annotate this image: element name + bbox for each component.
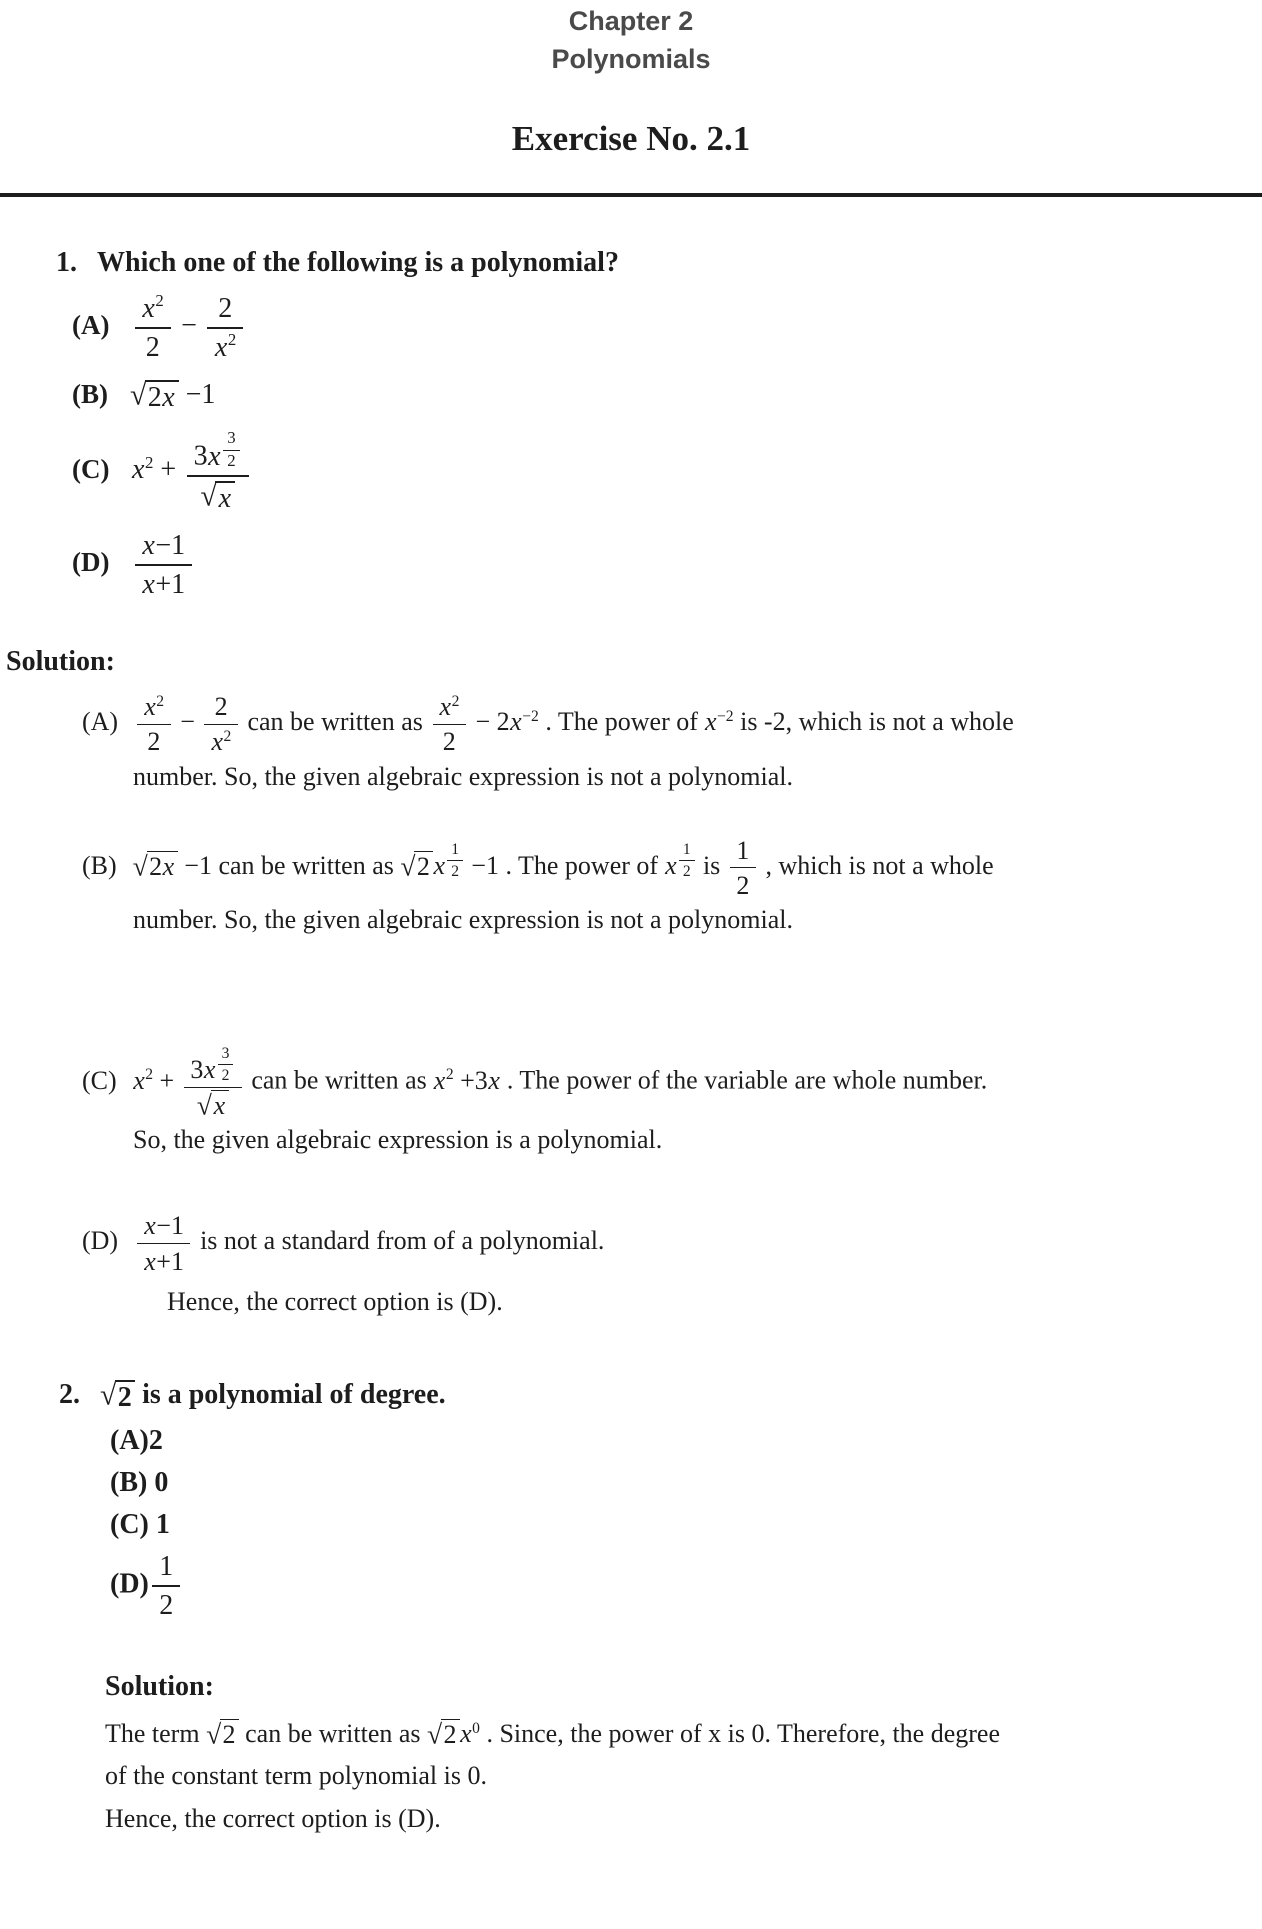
radical-sign: √	[400, 850, 416, 882]
math-run	[433, 1066, 500, 1095]
math-number: −1	[156, 1211, 184, 1241]
math-number: 2	[221, 1066, 230, 1084]
math-number: +3	[453, 1065, 488, 1095]
superscript	[522, 709, 539, 725]
radicand	[215, 481, 235, 514]
math-number: 2	[451, 862, 460, 880]
question-1-number: 1.	[56, 246, 77, 278]
math-number: 2	[155, 291, 164, 311]
math-number: 2	[443, 1720, 457, 1750]
math-variable: x	[510, 707, 522, 737]
numerator	[187, 429, 249, 476]
question-2-text	[100, 1378, 446, 1413]
text-run: can be written as	[211, 850, 401, 880]
radical-sign: √	[132, 850, 148, 882]
numerator	[207, 293, 243, 329]
text-line	[82, 836, 1238, 900]
fraction	[204, 692, 237, 756]
numerator	[152, 1551, 180, 1587]
numerator	[447, 841, 463, 861]
paragraph-d-label: (D)	[82, 1226, 119, 1256]
math-number: 2	[145, 331, 160, 363]
math-number: 0	[472, 1719, 480, 1737]
paragraph-d-line1	[134, 1211, 605, 1276]
math-number: 2	[451, 692, 460, 710]
radicand	[115, 1380, 135, 1413]
text-run: can be written as	[244, 1065, 434, 1095]
numerator	[137, 1211, 190, 1244]
radicand	[220, 1719, 239, 1749]
solution-2	[105, 1671, 1238, 1839]
option-b-formula	[130, 378, 216, 414]
text-run: Hence, the correct option is (D).	[105, 1803, 441, 1833]
math-variable: x	[162, 851, 175, 881]
superscript	[717, 709, 734, 725]
math-number: 2	[416, 851, 430, 881]
math-run	[704, 707, 733, 736]
math-variable: x	[213, 1091, 226, 1121]
math-run	[100, 1379, 135, 1413]
text-run: of the constant term polynomial is 0.	[105, 1761, 487, 1791]
paragraph-a-label: (A)	[82, 707, 119, 737]
question-1-options	[72, 293, 1238, 601]
math-number: 2	[149, 851, 163, 881]
math-number: 2	[682, 862, 691, 880]
text-run: is -2, which is not a whole	[733, 707, 1014, 737]
fraction	[187, 429, 249, 514]
numerator	[730, 836, 756, 869]
math-run	[665, 841, 697, 880]
superscript	[221, 429, 242, 471]
text-line	[105, 1755, 1238, 1797]
math-number: 2	[442, 727, 456, 757]
math-number: 2	[159, 1589, 174, 1621]
math-number: 2	[222, 1720, 236, 1750]
fraction	[207, 293, 243, 363]
superscript	[446, 841, 465, 880]
exercise-title: Exercise No. 2.1	[511, 118, 751, 158]
radical	[197, 1090, 229, 1120]
radical-sign: √	[206, 1718, 222, 1750]
math-number: −	[174, 310, 204, 342]
chapter-heading	[0, 0, 1262, 79]
math-run	[133, 851, 212, 880]
text-line	[82, 692, 1238, 756]
math-variable: x	[203, 1054, 216, 1084]
math-variable: x	[132, 454, 145, 486]
numerator	[204, 692, 237, 725]
chapter-number-line: Chapter 2	[568, 6, 694, 36]
fraction	[135, 293, 171, 363]
math-number: 1	[736, 835, 750, 865]
math-run	[206, 1719, 239, 1748]
math-number: −2	[522, 707, 539, 725]
numerator	[679, 841, 695, 861]
solution-1-heading: Solution:	[6, 646, 115, 678]
text-run: . Since, the power of x is 0. Therefore, the degree	[479, 1719, 1001, 1749]
fraction	[433, 692, 466, 756]
radicand	[414, 851, 433, 881]
denominator	[137, 725, 170, 757]
text-line	[82, 1120, 1238, 1159]
math-number: 2	[117, 1381, 132, 1413]
denominator	[204, 725, 237, 757]
fraction	[137, 692, 170, 756]
solution-paragraph-c	[82, 1045, 1238, 1159]
radical-sign: √	[196, 1089, 212, 1121]
radical	[400, 851, 433, 881]
math-run	[429, 692, 539, 757]
option-c-label: (C)	[72, 454, 110, 485]
text-line	[82, 900, 1238, 939]
math-run	[427, 1719, 480, 1748]
math-number: 2	[223, 727, 232, 745]
radical	[130, 380, 179, 413]
fraction	[223, 429, 240, 471]
superscript	[452, 694, 460, 710]
math-number: 2	[145, 452, 154, 472]
math-variable: x	[665, 850, 677, 880]
denominator	[135, 566, 192, 600]
text-run: The term	[105, 1719, 207, 1749]
denominator	[152, 1587, 180, 1621]
math-run	[134, 1211, 193, 1276]
option-a-formula	[131, 291, 246, 363]
radical-sign: √	[200, 479, 217, 512]
denominator	[433, 725, 466, 757]
superscript	[216, 1045, 235, 1084]
math-number: 1	[682, 841, 691, 858]
text-line	[82, 757, 1238, 796]
fraction	[218, 1045, 234, 1084]
option-d-formula	[131, 529, 195, 600]
fraction	[730, 836, 756, 900]
math-number: 2	[736, 870, 750, 900]
math-variable: x	[133, 1065, 145, 1095]
radicand	[211, 1090, 229, 1120]
math-number: 1	[159, 1551, 174, 1583]
math-number: −1	[177, 850, 212, 880]
option-c-value	[149, 1509, 170, 1540]
radical	[427, 1719, 460, 1749]
option-row-b	[72, 379, 1238, 413]
superscript	[224, 729, 232, 745]
math-variable: x	[218, 482, 232, 514]
math-number: 2	[147, 382, 162, 414]
text-line	[105, 1713, 1238, 1755]
radical	[100, 1380, 135, 1413]
option-row-d	[110, 1551, 1238, 1621]
radicand	[147, 851, 178, 881]
math-number: 3	[221, 1044, 230, 1062]
math-number: −1	[178, 378, 216, 410]
text-run: is not a standard from of a polynomial.	[193, 1226, 605, 1256]
math-variable: x	[433, 850, 445, 880]
paragraph-a-line1	[134, 692, 1014, 757]
math-run	[727, 835, 759, 900]
option-row-c	[110, 1509, 1238, 1541]
denominator	[184, 1088, 242, 1121]
superscript	[446, 1067, 454, 1083]
math-number: −1	[155, 529, 186, 561]
math-number: −	[173, 707, 202, 737]
option-row-a	[72, 293, 1238, 363]
text-run: can be written as	[238, 1719, 428, 1749]
paragraph-c-label: (C)	[82, 1065, 117, 1095]
denominator	[187, 477, 249, 514]
math-number: +	[153, 1065, 181, 1095]
radicand	[145, 380, 179, 413]
radical	[200, 481, 235, 514]
math-number: −2	[717, 707, 734, 725]
question-2-line	[59, 1379, 1238, 1413]
math-variable: x	[214, 331, 228, 363]
math-variable: x	[211, 727, 224, 757]
math-number: +1	[156, 1246, 184, 1276]
text-line	[82, 1211, 1238, 1275]
math-variable: x	[162, 382, 175, 414]
text-run: is	[696, 850, 727, 880]
denominator	[679, 861, 695, 880]
denominator	[135, 329, 171, 363]
text-run: 0	[147, 1467, 169, 1499]
numerator	[135, 530, 192, 566]
denominator	[137, 1244, 190, 1276]
math-number: 3	[190, 1054, 204, 1084]
option-a-label: (A)	[72, 310, 110, 341]
text-run: 2	[148, 1425, 163, 1457]
math-variable: x	[142, 292, 155, 324]
radical-sign: √	[130, 379, 147, 412]
math-run	[400, 841, 499, 882]
fraction	[184, 1045, 242, 1120]
fraction	[447, 841, 463, 880]
conclusion-line	[82, 1282, 1238, 1321]
superscript	[677, 841, 696, 880]
paragraph-b-label: (B)	[82, 850, 117, 880]
math-number: 2	[218, 292, 233, 324]
text-run: 1	[148, 1509, 170, 1541]
text-run: number. So, the given algebraic expression is not a polynomial.	[133, 904, 793, 934]
radical	[206, 1719, 239, 1749]
denominator	[223, 451, 240, 471]
numerator	[137, 692, 170, 725]
denominator	[447, 861, 463, 880]
question-2-options	[110, 1425, 1238, 1621]
text-run: is a polynomial of degree.	[135, 1378, 446, 1410]
math-number: 3	[227, 428, 236, 448]
superscript	[156, 694, 164, 710]
radicand	[441, 1719, 460, 1749]
option-row-c	[72, 429, 1238, 514]
option-row-b	[110, 1467, 1238, 1499]
text-line	[82, 1045, 1238, 1120]
math-number: 2	[214, 692, 228, 722]
math-variable: x	[439, 692, 452, 722]
text-run: . The power of	[498, 850, 665, 880]
text-run: number. So, the given algebraic expression is not a polynomial.	[133, 761, 793, 791]
radical-sign: √	[100, 1379, 117, 1412]
option-c-label: (C)	[110, 1509, 149, 1541]
math-variable: x	[208, 440, 221, 472]
solution-paragraph-a	[82, 692, 1238, 795]
solution-paragraph-d	[82, 1211, 1238, 1320]
text-run: So, the given algebraic expression is a polynomial.	[133, 1125, 663, 1155]
denominator	[730, 868, 756, 900]
divider-rule	[0, 193, 1262, 197]
text-run: . The power of	[538, 707, 705, 737]
option-d-label: (D)	[110, 1568, 149, 1600]
option-d-value	[149, 1551, 184, 1621]
math-number: 2	[145, 1065, 154, 1083]
numerator	[433, 692, 466, 725]
math-variable: x	[144, 692, 156, 722]
solution-paragraph-b	[82, 836, 1238, 939]
option-a-value	[149, 1425, 163, 1456]
numerator	[184, 1045, 242, 1088]
math-number: − 2	[468, 707, 510, 737]
math-number: +	[153, 454, 184, 486]
math-number: 3	[193, 440, 208, 472]
text-run: Hence, the correct option is (D).	[167, 1286, 503, 1316]
solution-2-heading: Solution:	[105, 1671, 214, 1703]
math-variable: x	[433, 1065, 446, 1095]
option-c-formula	[131, 428, 252, 514]
denominator	[218, 1065, 234, 1084]
chapter-title-line: Polynomials	[551, 44, 711, 75]
paragraph-c-line1	[133, 1044, 988, 1121]
question-1	[56, 247, 1238, 601]
question-2	[59, 1379, 1238, 1622]
math-number: 2	[147, 727, 161, 757]
math-run	[133, 1044, 245, 1121]
superscript	[145, 1067, 153, 1083]
math-variable: x	[144, 1211, 156, 1241]
math-number: +1	[155, 568, 186, 600]
text-run: . The power of the variable are whole number.	[500, 1065, 988, 1095]
fraction	[679, 841, 695, 880]
superscript	[155, 293, 163, 310]
numerator	[135, 293, 171, 329]
option-a-label: (A)	[110, 1425, 149, 1457]
question-2-number: 2.	[59, 1378, 80, 1410]
superscript	[472, 1721, 480, 1737]
numerator	[218, 1045, 234, 1065]
text-run: , which is not a whole	[759, 850, 994, 880]
math-number: 2	[227, 451, 236, 471]
fraction	[137, 1211, 190, 1275]
math-variable: x	[144, 1246, 156, 1276]
option-b-label: (B)	[110, 1467, 148, 1499]
math-variable: x	[460, 1719, 472, 1749]
math-number: 1	[451, 841, 460, 858]
math-run	[134, 692, 241, 757]
math-run	[149, 1551, 184, 1621]
radical	[133, 851, 178, 881]
numerator	[223, 429, 240, 450]
denominator	[207, 329, 243, 363]
option-d-label: (D)	[72, 547, 110, 578]
fraction	[135, 530, 192, 600]
math-variable: x	[142, 529, 155, 561]
math-variable: x	[704, 707, 717, 737]
math-number: 2	[445, 1065, 454, 1083]
option-b-label: (B)	[72, 378, 108, 409]
superscript	[228, 332, 236, 349]
math-variable: x	[488, 1065, 500, 1095]
question-1-text: Which one of the following is a polynomial?	[97, 246, 619, 278]
paragraph-b-line1	[132, 835, 994, 900]
fraction	[152, 1551, 180, 1621]
math-number: 2	[156, 692, 165, 710]
conclusion-line	[105, 1798, 1238, 1840]
option-row-d	[72, 530, 1238, 600]
math-variable: x	[142, 568, 155, 600]
radical-sign: √	[427, 1718, 443, 1750]
solution-1-body	[82, 692, 1238, 1321]
math-number: −1	[464, 850, 499, 880]
math-number: 2	[227, 330, 237, 350]
question-1-line	[56, 247, 1238, 279]
text-run: can be written as	[240, 707, 430, 737]
option-row-a	[110, 1425, 1238, 1457]
option-b-value	[147, 1467, 168, 1498]
